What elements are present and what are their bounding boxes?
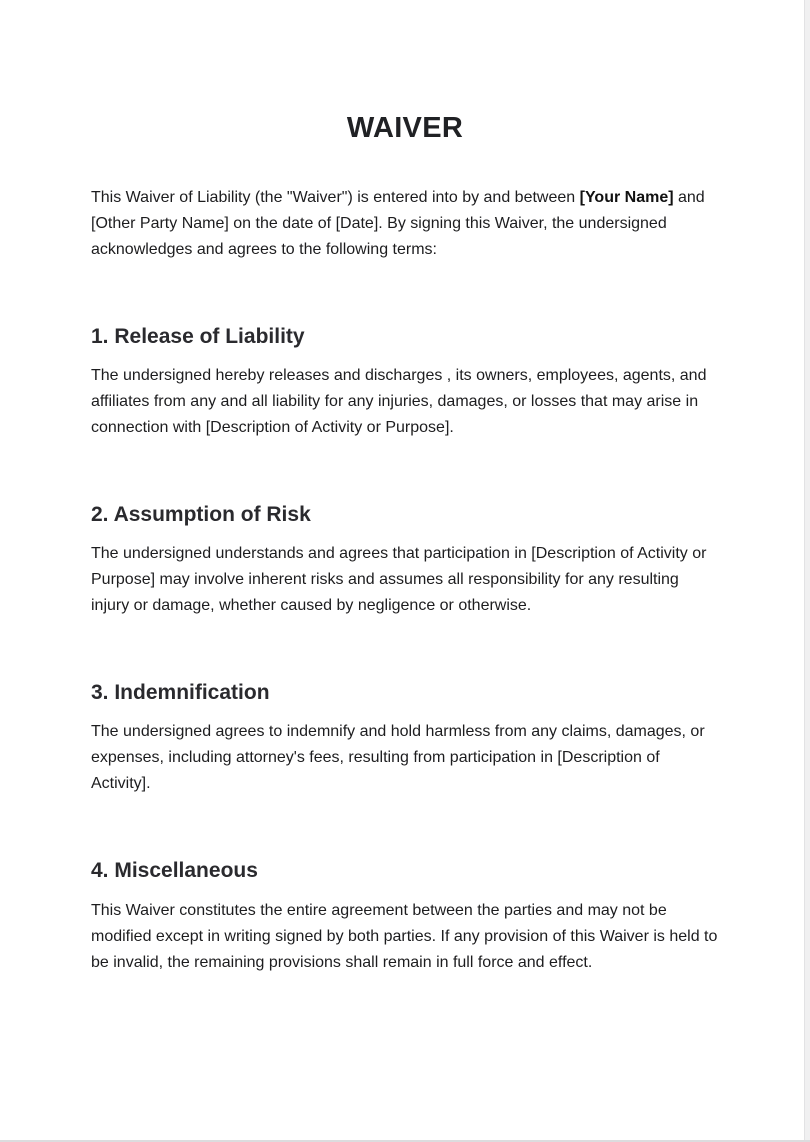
intro-text-after: and [Other Party Name] on the date of [Date]. By signing this Waiver, the undersigned acknowledges and agrees to the following terms: [91,189,705,259]
intro-paragraph [91,185,721,264]
section-body-miscellaneous: This Waiver constitutes the entire agreement between the parties and may not be modified except in writing signed by both parties. If any provision of this Waiver is held to be invalid, the remaining provisions shall remain in full force and effect. [91,902,718,972]
intro-your-name: [Your Name] [579,189,674,206]
section-heading-indemnification: 3. Indemnification [91,681,270,704]
section-heading-assumption-of-risk: 2. Assumption of Risk [91,503,311,526]
page-right-edge [804,0,810,1142]
section-body-release-of-liability: The undersigned hereby releases and discharges , its owners, employees, agents, and affiliates from any and all liability for any injuries, damages, or losses that may arise in connection with [Description of Activity or Purpose]. [91,367,707,437]
intro-text-before: This Waiver of Liability (the "Waiver") is entered into by and between [91,189,580,206]
section-body-indemnification: The undersigned agrees to indemnify and hold harmless from any claims, damages, or expenses, including attorney's fees, resulting from participation in [Description of Activity]. [91,723,705,793]
section-heading-release-of-liability: 1. Release of Liability [91,325,305,348]
section-heading-miscellaneous: 4. Miscellaneous [91,859,258,882]
section-body-assumption-of-risk: The undersigned understands and agrees that participation in [Description of Activity or Purpose] may involve inherent risks and assumes all responsibility for any resulting injury or damage, whether caused by negligence or otherwise. [91,545,707,615]
document-title: WAIVER [346,112,464,144]
